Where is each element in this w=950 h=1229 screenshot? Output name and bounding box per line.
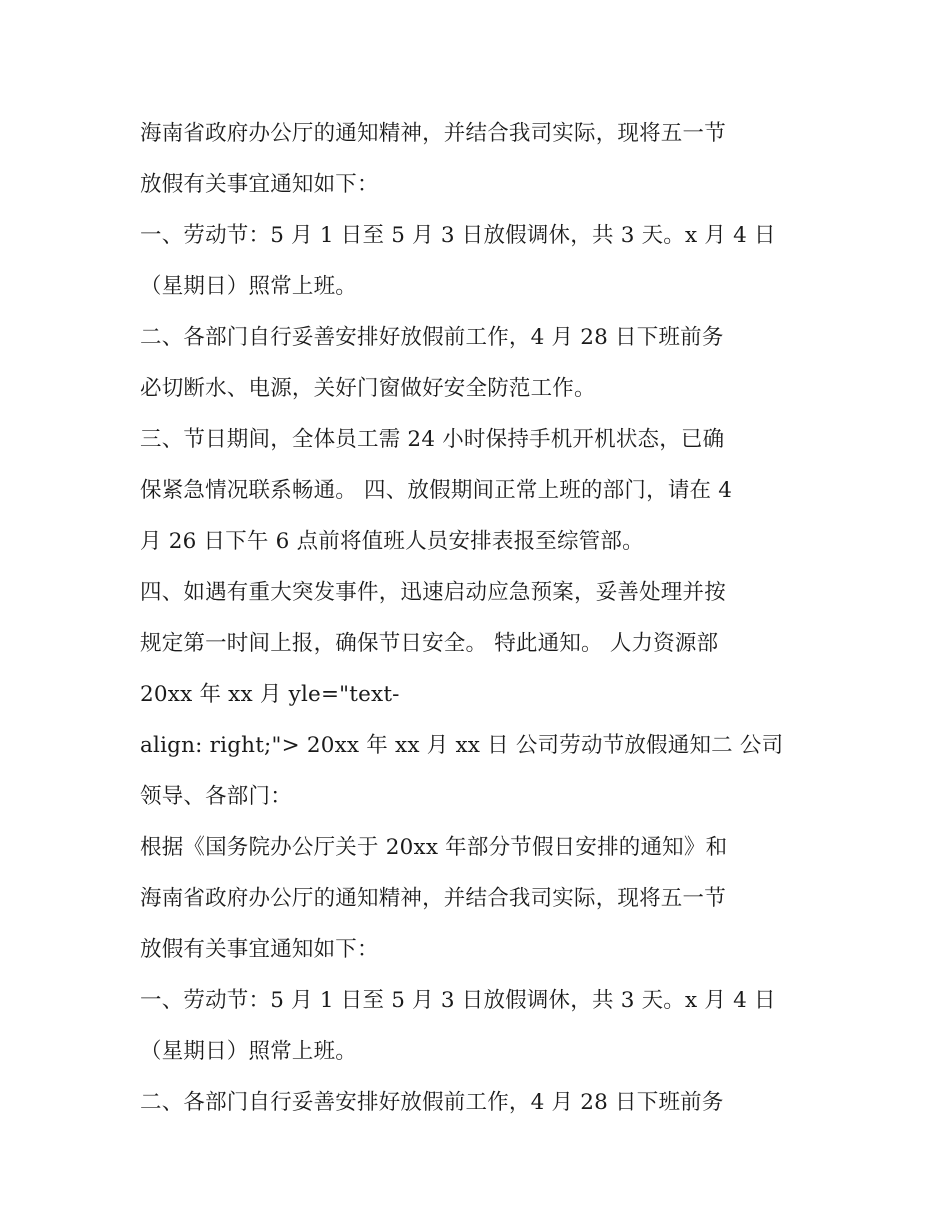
text-line: （星期日）照常上班。	[140, 274, 358, 299]
text-line: align: right;"> 20xx 年 xx 月 xx 日 公司劳动节放假通知二 公司	[140, 733, 784, 758]
text-line: 三、节日期间，全体员工需 24 小时保持手机开机状态，已确	[140, 427, 725, 452]
text-line: 必切断水、电源，关好门窗做好安全防范工作。	[140, 376, 596, 401]
text-line: 放假有关事宜通知如下：	[140, 172, 379, 197]
text-line: 一、劳动节：5 月 1 日至 5 月 3 日放假调休，共 3 天。x 月 4 日	[140, 988, 776, 1013]
text-line: 领导、各部门：	[140, 784, 292, 809]
text-line: 四、如遇有重大突发事件，迅速启动应急预案，妥善处理并按	[140, 580, 726, 605]
text-line: 放假有关事宜通知如下：	[140, 937, 379, 962]
text-line: （星期日）照常上班。	[140, 1039, 358, 1064]
text-line: 二、各部门自行妥善安排好放假前工作，4 月 28 日下班前务	[140, 325, 724, 350]
document-body	[140, 108, 840, 1128]
text-line: 根据《国务院办公厅关于 20xx 年部分节假日安排的通知》和	[140, 835, 728, 860]
text-line: 保紧急情况联系畅通。 四、放假期间正常上班的部门，请在 4	[140, 478, 733, 503]
text-line: 20xx 年 xx 月 yle="text-	[140, 682, 400, 707]
text-line: 月 26 日下午 6 点前将值班人员安排表报至综管部。	[140, 529, 644, 554]
text-line: 二、各部门自行妥善安排好放假前工作，4 月 28 日下班前务	[140, 1090, 724, 1115]
text-line: 海南省政府办公厅的通知精神，并结合我司实际，现将五一节	[140, 886, 726, 911]
text-line: 海南省政府办公厅的通知精神，并结合我司实际，现将五一节	[140, 121, 726, 146]
text-line: 一、劳动节：5 月 1 日至 5 月 3 日放假调休，共 3 天。x 月 4 日	[140, 223, 776, 248]
text-line: 规定第一时间上报，确保节日安全。 特此通知。 人力资源部	[140, 631, 719, 656]
